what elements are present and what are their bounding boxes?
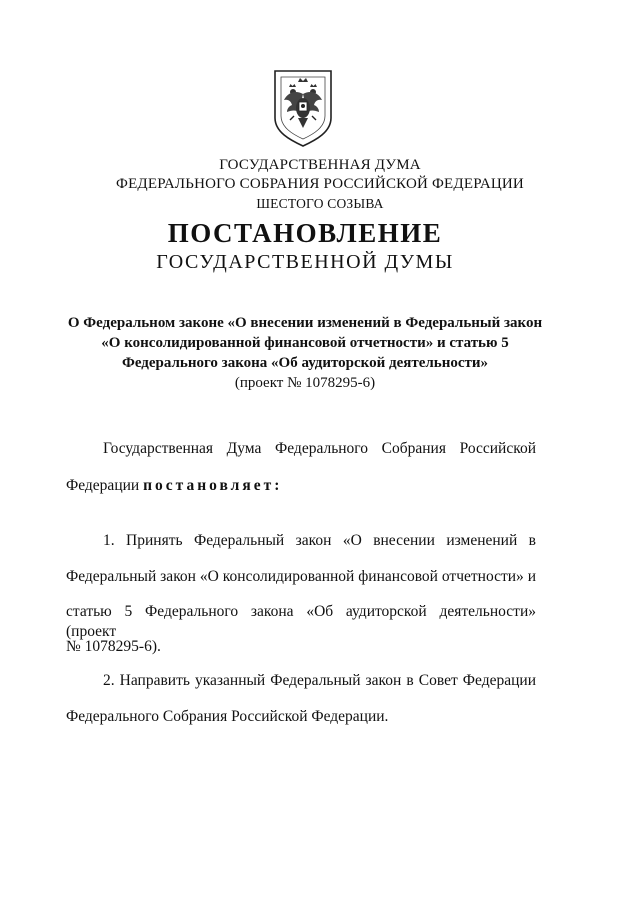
subject-line-1: О Федеральном законе «О внесении изменений в Федеральный закон: [67, 315, 543, 331]
preamble-line-2-start: Федерации: [66, 477, 144, 494]
paragraph-1-line-1: 1. Принять Федеральный закон «О внесении изменений в: [103, 532, 536, 549]
subject-line-3: Федерального закона «Об аудиторской деятельности»: [121, 355, 489, 371]
issuer-line-3: ШЕСТОГО СОЗЫВА: [256, 196, 384, 211]
paragraph-1-line-3: статью 5 Федерального закона «Об аудиторской деятельности» (проект: [66, 603, 536, 640]
paragraph-2-line-1: 2. Направить указанный Федеральный закон в Совет Федерации: [103, 672, 536, 689]
russian-coat-of-arms-icon: [272, 68, 334, 148]
preamble-line-1: Государственная Дума Федерального Собрания Российской: [103, 440, 536, 457]
paragraph-1-line-4: № 1078295-6).: [66, 638, 161, 655]
issuer-line-1: ГОСУДАРСТВЕННАЯ ДУМА: [219, 157, 421, 173]
draft-number: (проект № 1078295-6): [234, 375, 376, 391]
subject-block: [40, 313, 570, 393]
subject-line-2: «О консолидированной финансовой отчетности» и статью 5: [101, 335, 509, 351]
document-subtitle: ГОСУДАРСТВЕННОЙ ДУМЫ: [156, 251, 454, 273]
paragraph-1-line-2: Федеральный закон «О консолидированной финансовой отчетности» и: [66, 568, 536, 585]
document-title: ПОСТАНОВЛЕНИЕ: [167, 218, 443, 248]
paragraph-2-line-2: Федерального Собрания Российской Федерации.: [66, 708, 389, 725]
preamble-line-2: [66, 476, 536, 496]
issuer-line-2: ФЕДЕРАЛЬНОГО СОБРАНИЯ РОССИЙСКОЙ ФЕДЕРАЦИИ: [116, 176, 524, 192]
decree-word: постановляет:: [143, 477, 283, 494]
